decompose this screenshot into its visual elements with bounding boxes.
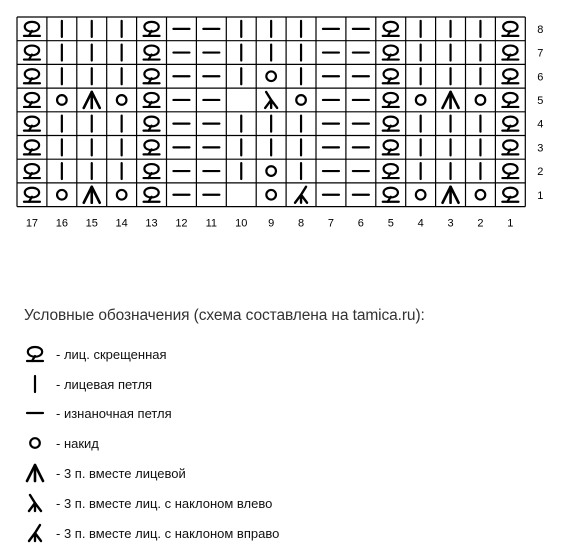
column-number: 13 bbox=[145, 217, 158, 230]
knit-stitch-icon bbox=[22, 373, 48, 395]
legend-label: - изнаночная петля bbox=[56, 405, 172, 421]
row-number: 8 bbox=[537, 23, 544, 36]
crossed-knit-icon bbox=[144, 22, 160, 36]
row-number: 7 bbox=[537, 47, 544, 60]
legend-item-crossed-knit bbox=[22, 343, 167, 365]
crossed-knit-icon bbox=[383, 164, 399, 178]
legend-item-k3tog bbox=[22, 462, 186, 484]
column-number: 16 bbox=[55, 217, 68, 230]
yarn-over-icon bbox=[117, 95, 127, 105]
column-number: 6 bbox=[357, 217, 364, 230]
crossed-knit-icon bbox=[502, 117, 518, 131]
crossed-knit-icon bbox=[144, 140, 160, 154]
crossed-knit-icon bbox=[502, 46, 518, 60]
crossed-knit-icon bbox=[24, 22, 40, 36]
row-number: 4 bbox=[537, 118, 544, 131]
crossed-knit-icon bbox=[502, 22, 518, 36]
column-number: 14 bbox=[115, 217, 128, 230]
column-number: 8 bbox=[297, 217, 305, 230]
k3tog-icon bbox=[443, 92, 459, 108]
crossed-knit-icon bbox=[502, 69, 518, 83]
k3tog-left-icon bbox=[265, 92, 277, 108]
crossed-knit-icon bbox=[144, 164, 160, 178]
crossed-knit-icon bbox=[383, 69, 399, 83]
crossed-knit-icon bbox=[24, 69, 40, 83]
legend-label: - 3 п. вместе лиц. с наклоном вправо bbox=[56, 525, 280, 541]
row-number: 6 bbox=[537, 71, 544, 84]
legend-label: - лиц. скрещенная bbox=[56, 346, 167, 362]
crossed-knit-icon bbox=[24, 46, 40, 60]
row-number: 3 bbox=[537, 142, 544, 155]
column-number: 7 bbox=[327, 217, 335, 230]
crossed-knit-icon bbox=[383, 46, 399, 60]
yarn-over-icon bbox=[416, 95, 426, 105]
yarn-over-icon bbox=[117, 190, 127, 200]
crossed-knit-icon bbox=[383, 117, 399, 131]
yarn-over-icon bbox=[476, 95, 486, 105]
legend-item-k3tog-left bbox=[22, 492, 272, 514]
crossed-knit-icon bbox=[383, 93, 399, 107]
column-number: 17 bbox=[25, 217, 39, 230]
crossed-knit-icon bbox=[383, 188, 399, 202]
legend-item-yarn-over bbox=[22, 432, 99, 454]
yarn-over-icon bbox=[57, 95, 67, 105]
k3tog-right-icon bbox=[22, 522, 48, 544]
column-number: 3 bbox=[447, 217, 454, 230]
legend-item-purl bbox=[22, 402, 172, 424]
legend-label: - 3 п. вместе лицевой bbox=[56, 465, 186, 481]
k3tog-icon bbox=[22, 462, 48, 484]
k3tog-icon bbox=[443, 187, 459, 203]
crossed-knit-icon bbox=[24, 117, 40, 131]
legend-label: - лицевая петля bbox=[56, 376, 153, 392]
yarn-over-icon bbox=[57, 190, 67, 200]
column-number: 1 bbox=[507, 217, 514, 230]
crossed-knit-icon bbox=[502, 93, 518, 107]
column-number: 2 bbox=[477, 217, 484, 230]
crossed-knit-icon bbox=[144, 188, 160, 202]
legend-item-k3tog-right bbox=[22, 522, 279, 544]
k3tog-icon bbox=[84, 187, 100, 203]
legend-title: Условные обозначения (схема составлена на tamica.ru): bbox=[24, 307, 425, 324]
crossed-knit-icon bbox=[144, 46, 160, 60]
row-number: 5 bbox=[537, 94, 544, 107]
crossed-knit-icon bbox=[502, 164, 518, 178]
crossed-knit-icon bbox=[502, 188, 518, 202]
crossed-knit-icon bbox=[144, 69, 160, 83]
crossed-knit-icon bbox=[144, 117, 160, 131]
legend-item-knit bbox=[22, 373, 152, 395]
row-number: 1 bbox=[537, 189, 544, 202]
crossed-knit-icon bbox=[24, 140, 40, 154]
crossed-knit-icon bbox=[24, 93, 40, 107]
column-number: 11 bbox=[205, 217, 218, 230]
yarn-over-icon bbox=[266, 71, 276, 81]
k3tog-right-icon bbox=[295, 187, 307, 203]
crossed-knit-icon bbox=[24, 188, 40, 202]
yarn-over-icon bbox=[296, 95, 306, 105]
yarn-over-icon bbox=[266, 166, 276, 176]
crossed-knit-icon bbox=[22, 343, 48, 365]
yarn-over-icon bbox=[476, 190, 486, 200]
column-number: 5 bbox=[387, 217, 394, 230]
column-number: 9 bbox=[268, 217, 275, 230]
purl-stitch-icon bbox=[22, 402, 48, 424]
crossed-knit-icon bbox=[24, 164, 40, 178]
legend-label: - накид bbox=[56, 435, 99, 451]
yarn-over-icon bbox=[416, 190, 426, 200]
crossed-knit-icon bbox=[502, 140, 518, 154]
k3tog-left-icon bbox=[22, 492, 48, 514]
crossed-knit-icon bbox=[144, 93, 160, 107]
row-number: 2 bbox=[537, 166, 544, 179]
column-number: 4 bbox=[417, 217, 424, 230]
crossed-knit-icon bbox=[383, 140, 399, 154]
crossed-knit-icon bbox=[383, 22, 399, 36]
column-number: 15 bbox=[85, 217, 98, 230]
column-number: 10 bbox=[235, 217, 248, 230]
k3tog-icon bbox=[84, 92, 100, 108]
column-number: 12 bbox=[175, 217, 188, 230]
yarn-over-icon bbox=[266, 190, 276, 200]
legend-label: - 3 п. вместе лиц. с наклоном влево bbox=[56, 495, 273, 511]
yarn-over-icon bbox=[22, 432, 48, 454]
